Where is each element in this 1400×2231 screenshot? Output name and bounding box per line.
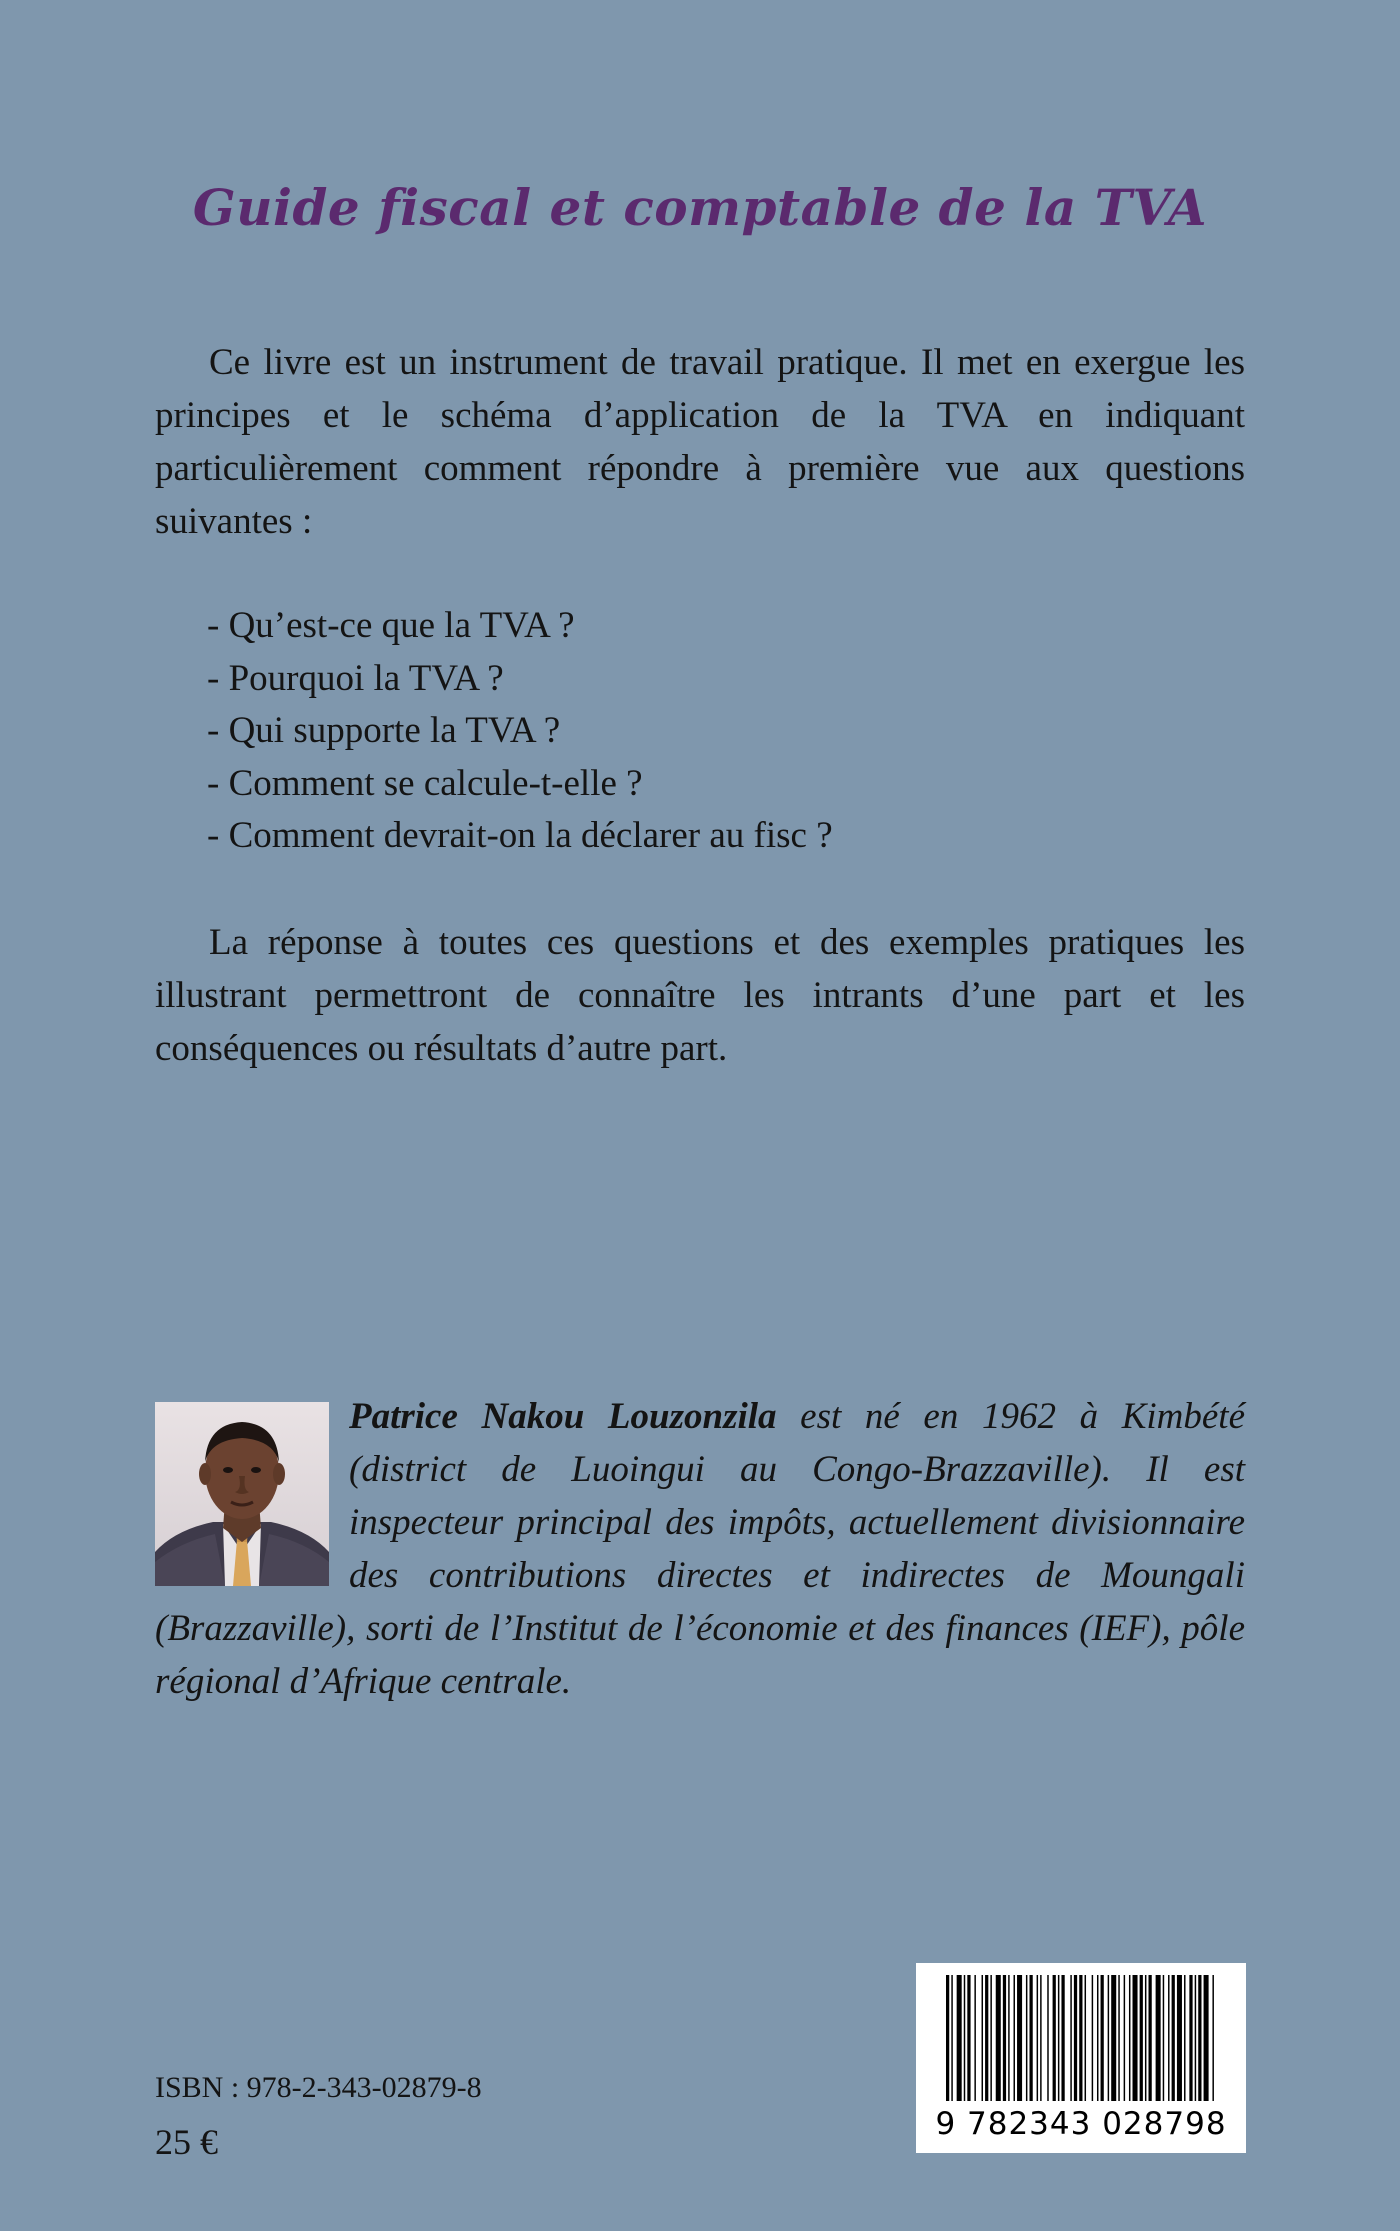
- barcode-bar: [1029, 1975, 1032, 2101]
- barcode-bar: [1156, 1975, 1161, 2101]
- barcode-bar: [951, 1975, 952, 2101]
- barcode-bar: [1140, 1975, 1143, 2101]
- list-item: - Comment devrait-on la déclarer au fisc ?: [207, 815, 833, 856]
- barcode-bar: [1003, 1975, 1006, 2101]
- list-item: - Comment se calcule-t-elle ?: [207, 762, 643, 804]
- barcode-bar: [967, 1975, 970, 2101]
- barcode-bar: [1198, 1975, 1201, 2101]
- intro-paragraph: Ce livre est un instrument de travail pratique. Il met en exergue les principes et le schéma d’application de la TVA en indiquant particulièrement comment répondre à première vue aux questions suivantes :: [155, 342, 1245, 542]
- barcode-bar: [964, 1975, 965, 2101]
- barcode-bar: [1149, 1975, 1152, 2101]
- barcode: [916, 1963, 1246, 2153]
- barcode-bar: [982, 1975, 983, 2101]
- barcode-bar: [1111, 1975, 1116, 2101]
- barcode-bar: [1008, 1975, 1009, 2101]
- barcode-bar: [996, 1975, 1001, 2101]
- author-bio: [155, 1390, 1245, 1708]
- barcode-bar: [1058, 1975, 1059, 2101]
- barcode-bar: [1129, 1975, 1130, 2101]
- barcode-digits: 9 782343 028798: [935, 2106, 1227, 2142]
- photo-spacer: [155, 1390, 349, 1590]
- barcode-bar: [1053, 1975, 1056, 2101]
- barcode-bar: [1079, 1975, 1082, 2101]
- barcode-bar: [1133, 1975, 1138, 2101]
- barcode-bar: [1212, 1975, 1213, 2101]
- barcode-bar: [1163, 1975, 1164, 2101]
- barcode-bar: [1061, 1975, 1064, 2101]
- barcode-bar: [1204, 1975, 1209, 2101]
- questions-list: [207, 600, 833, 863]
- barcode-bar: [1074, 1975, 1077, 2101]
- list-item: - Pourquoi la TVA ?: [207, 657, 504, 699]
- barcode-bar: [1145, 1975, 1146, 2101]
- list-item: - Qu’est-ce que la TVA ?: [207, 605, 575, 646]
- barcode-bar: [1017, 1975, 1022, 2101]
- barcode-bar: [985, 1975, 988, 2101]
- author-bio-text: est né en 1962 à Kimbété (district de Luoingui au Congo-Brazzaville). Il est inspecteur principal des impôts, actuellement divisionnaire des contributions directes et indirectes de Moungali (Brazzaville), sorti de l’Institut de l’économie et des finances (IEF), pôle régional d’Afrique centrale.: [155, 1396, 1245, 1702]
- barcode-bar: [946, 1975, 949, 2101]
- barcode-bar: [1172, 1975, 1175, 2101]
- barcode-bar: [1097, 1975, 1098, 2101]
- barcode-bar: [1177, 1975, 1182, 2101]
- author-name: Patrice Nakou Louzonzila: [349, 1396, 777, 1437]
- barcode-bar: [1101, 1975, 1104, 2101]
- barcode-bar: [1047, 1975, 1048, 2101]
- barcode-bar: [1195, 1975, 1196, 2101]
- barcode-bar: [1108, 1975, 1109, 2101]
- book-title: Guide fiscal et comptable de la TVA: [192, 178, 1208, 237]
- barcode-bar: [1037, 1975, 1038, 2101]
- conclusion-paragraph: La réponse à toutes ces questions et des exemples pratiques les illustrant permettront de connaître les intrants d’une part et les conséquences ou résultats d’autre part.: [155, 922, 1245, 1069]
- barcode-bar: [990, 1975, 991, 2101]
- barcode-bar: [1189, 1975, 1192, 2101]
- price: 25 €: [155, 2122, 218, 2162]
- barcode-bar: [1040, 1975, 1041, 2101]
- list-item: - Qui supporte la TVA ?: [207, 710, 561, 751]
- barcode-bar: [1070, 1975, 1071, 2101]
- isbn-number: ISBN : 978-2-343-02879-8: [155, 2071, 482, 2104]
- barcode-bar: [1026, 1975, 1027, 2101]
- barcode-bar: [1092, 1975, 1093, 2101]
- barcode-bar: [957, 1975, 962, 2101]
- barcode-bar: [1168, 1975, 1169, 2101]
- barcode-bar: [1085, 1975, 1086, 2101]
- barcode-bar: [1184, 1975, 1185, 2101]
- barcode-bar: [1014, 1975, 1015, 2101]
- barcode-bar: [1118, 1975, 1119, 2101]
- barcode-bar: [974, 1975, 975, 2101]
- barcode-bar: [1124, 1975, 1125, 2101]
